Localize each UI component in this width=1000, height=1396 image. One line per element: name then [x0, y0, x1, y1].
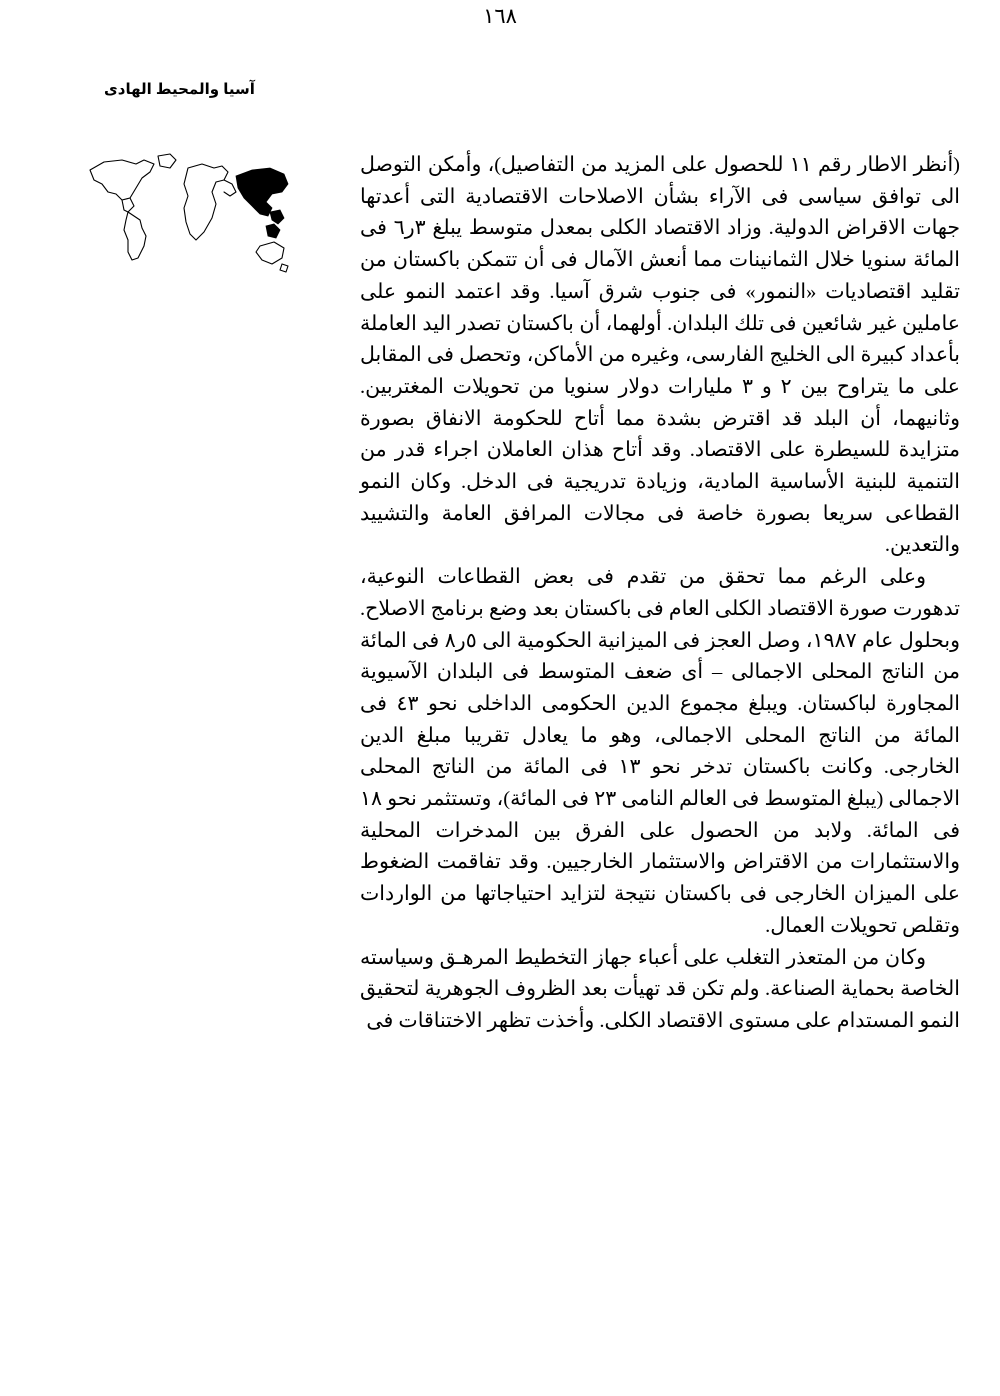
world-map-figure [84, 148, 294, 278]
body-text-column [360, 150, 960, 1038]
paragraph-3: وكان من المتعذر التغلب على أعباء جهاز التخطيط المرهـق وسياسته الخاصة بحماية الصناعة. ولم تكن قد تهيأت بعد الظروف الجوهرية لتحقيق النمو المستدام على مستوى الاقتصاد الكلى. وأخذت تظهر الاختناقات فى [360, 946, 960, 1032]
paragraph-2: وعلى الرغم مما تحقق من تقدم فى بعض القطاعات النوعية، تدهورت صورة الاقتصاد الكلى العام فى باكستان بعد وضع برنامج الاصلاح. وبحلول عام ١٩٨٧، وصل العجز فى الميزانية الحكومية الى ٥ر٨ فى المائة من الناتج المحلى الاجمالى – أى ضعف المتوسط فى البلدان الآسيوية المجاورة لباكستان. ويبلغ مجموع الدين الحكومى الداخلى نحو ٤٣ فى المائة من الناتج المحلى الاجمالى، وهو ما يعادل تقريبا مبلغ الدين الخارجى. وكانت باكستان تدخر نحو ١٣ فى المائة من الناتج المحلى الاجمالى (يبلغ المتوسط فى العالم النامى ٢٣ فى المائة)، وتستثمر نحو ١٨ فى المائة. ولابد من الحصول على الفرق بين المدخرات المحلية والاستثمارات من الاقتراض والاستثمار الخارجيين. وقد تفاقمت الضغوط على الميزان الخارجى فى باكستان نتيجة لتزايد احتياجاتها من الواردات وتقلص تحويلات العمال. [360, 566, 961, 937]
running-header: آسيا والمحيط الهادى [104, 81, 255, 98]
page-number: ١٦٨ [483, 4, 517, 28]
paragraph-1: (أنظر الاطار رقم ١١ للحصول على المزيد من التفاصيل)، وأمكن التوصل الى توافق سياسى فى الآراء بشأن الاصلاحات الاقتصادية التى أعدتها جهات الاقراض الدولية. وزاد الاقتصاد الكلى بمعدل متوسط يبلغ ٣ر٦ فى المائة سنويا خلال الثمانينات مما أنعش الآمال فى أن تتمكن باكستان من تقليد اقتصاديات «النمور» فى جنوب شرق آسيا. وقد اعتمد النمو على عاملين غير شائعين فى تلك البلدان. أولهما، أن باكستان تصدر اليد العاملة بأعداد كبيرة الى الخليج الفارسى، وغيره من الأماكن، وتحصل فى المقابل على ما يتراوح بين ٢ و ٣ مليارات دولار سنويا من تحويلات المغتربين. وثانيهما، أن البلد قد اقترض بشدة مما أتاح للحكومة الانفاق بصورة متزايدة للسيطرة على الاقتصاد. وقد أتاح هذان العاملان اجراء قدر من التنمية للبنية الأساسية المادية، وزيادة تدريجية فى الدخل. وكان النمو القطاعى سريعا بصورة خاصة فى مجالات المرافق العامة والتشييد والتعدين. [360, 154, 961, 557]
